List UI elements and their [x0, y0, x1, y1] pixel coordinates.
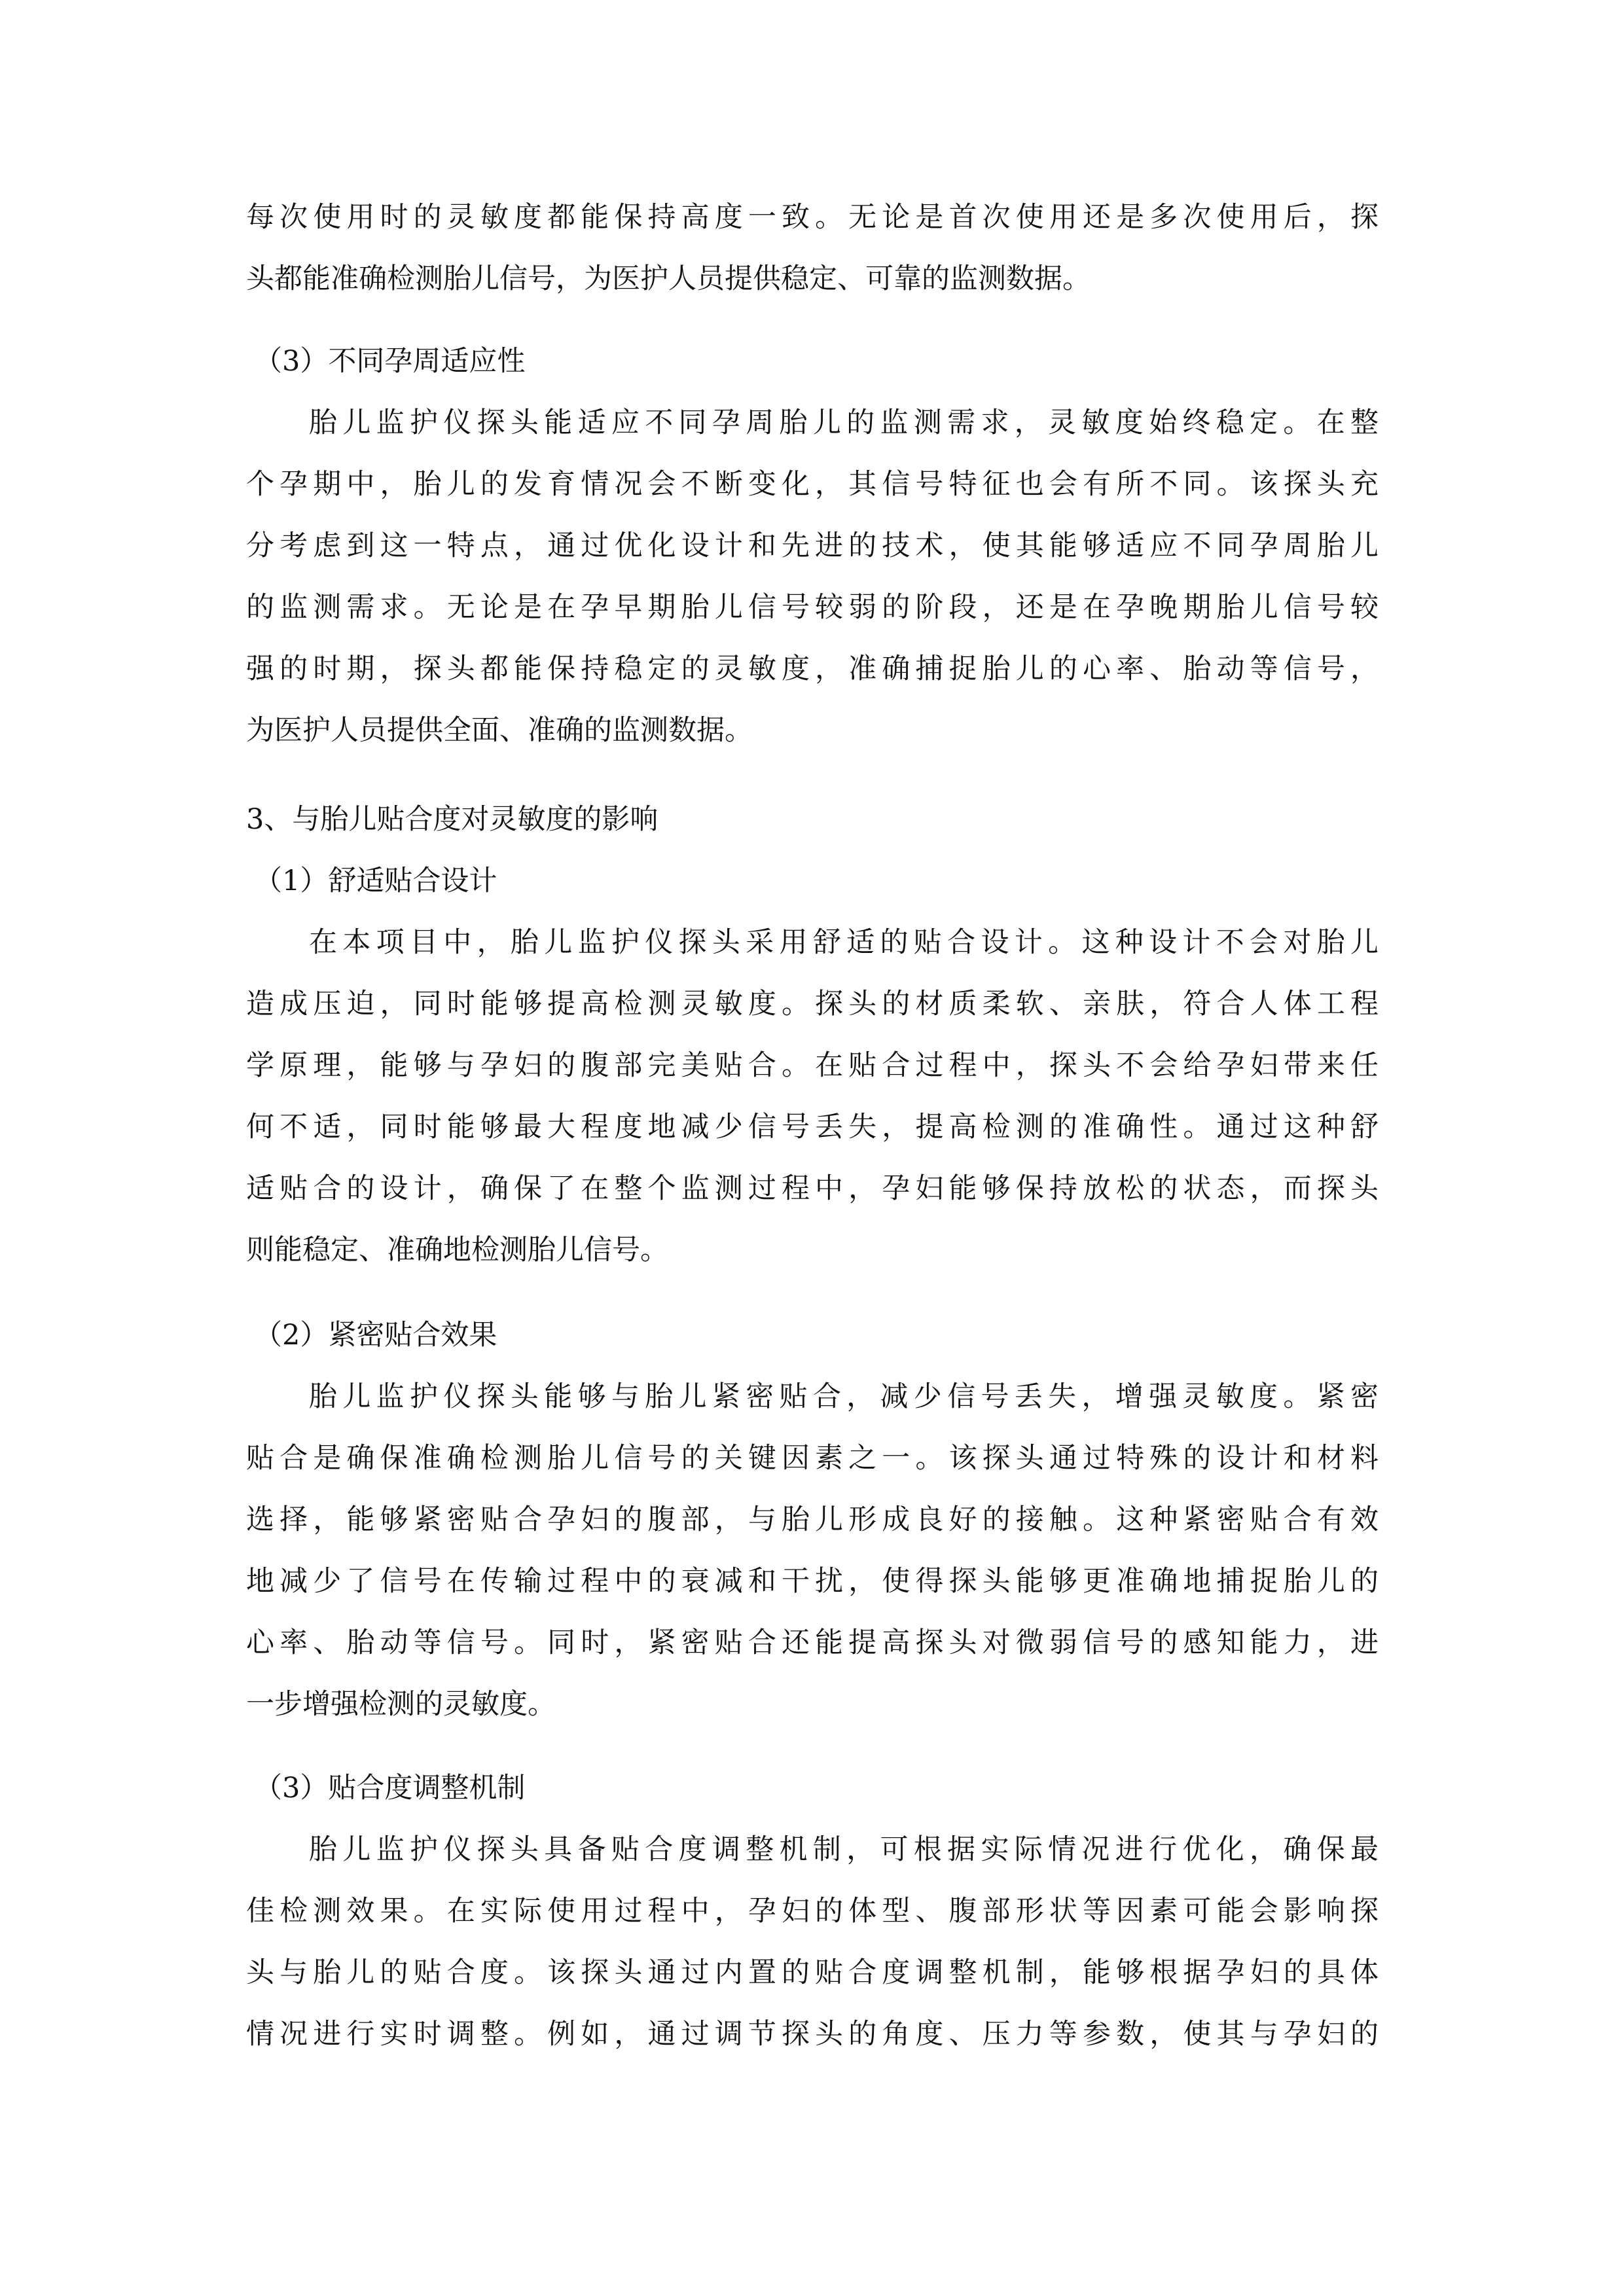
paragraph-line: 在本项目中，胎儿监护仪探头采用舒适的贴合设计。这种设计不会对胎儿 [309, 926, 1379, 959]
paragraph-line: 为医护人员提供全面、准确的监测数据。 [246, 714, 753, 747]
paragraph-line: 胎儿监护仪探头能够与胎儿紧密贴合，减少信号丢失，增强灵敏度。紧密 [309, 1380, 1379, 1413]
paragraph-line: 地减少了信号在传输过程中的衰减和干扰，使得探头能够更准确地捕捉胎儿的 [246, 1565, 1379, 1598]
paragraph-line: 分考虑到这一特点，通过优化设计和先进的技术，使其能够适应不同孕周胎儿 [246, 529, 1379, 562]
paragraph-line: 胎儿监护仪探头能适应不同孕周胎儿的监测需求，灵敏度始终稳定。在整 [309, 406, 1379, 439]
paragraph-line: 适贴合的设计，确保了在整个监测过程中，孕妇能够保持放松的状态，而探头 [246, 1172, 1379, 1205]
paragraph-line: 心率、胎动等信号。同时，紧密贴合还能提高探头对微弱信号的感知能力，进 [246, 1626, 1379, 1659]
paragraph-line: 贴合是确保准确检测胎儿信号的关键因素之一。该探头通过特殊的设计和材料 [246, 1442, 1379, 1475]
section-heading: 3、与胎儿贴合度对灵敏度的影响 [246, 803, 659, 836]
subheading: （3）贴合度调整机制 [254, 1772, 526, 1804]
subheading: （1）舒适贴合设计 [254, 865, 497, 897]
paragraph-line: 何不适，同时能够最大程度地减少信号丢失，提高检测的准确性。通过这种舒 [246, 1111, 1379, 1143]
subheading: （3）不同孕周适应性 [254, 345, 526, 378]
subheading: （2）紧密贴合效果 [254, 1319, 497, 1352]
paragraph-line: 一步增强检测的灵敏度。 [246, 1688, 556, 1721]
paragraph-line: 头与胎儿的贴合度。该探头通过内置的贴合度调整机制，能够根据孕妇的具体 [246, 1956, 1379, 1989]
paragraph-line: 强的时期，探头都能保持稳定的灵敏度，准确捕捉胎儿的心率、胎动等信号， [246, 653, 1379, 685]
paragraph-line: 个孕期中，胎儿的发育情况会不断变化，其信号特征也会有所不同。该探头充 [246, 468, 1379, 501]
paragraph-line: 头都能准确检测胎儿信号，为医护人员提供稳定、可靠的监测数据。 [246, 262, 1091, 295]
paragraph-line: 则能稳定、准确地检测胎儿信号。 [246, 1234, 668, 1266]
paragraph-line: 的监测需求。无论是在孕早期胎儿信号较弱的阶段，还是在孕晚期胎儿信号较 [246, 591, 1379, 624]
paragraph-line: 胎儿监护仪探头具备贴合度调整机制，可根据实际情况进行优化，确保最 [309, 1833, 1379, 1866]
paragraph-line: 选择，能够紧密贴合孕妇的腹部，与胎儿形成良好的接触。这种紧密贴合有效 [246, 1503, 1379, 1536]
paragraph-line: 学原理，能够与孕妇的腹部完美贴合。在贴合过程中，探头不会给孕妇带来任 [246, 1049, 1379, 1082]
paragraph-line: 造成压迫，同时能够提高检测灵敏度。探头的材质柔软、亲肤，符合人体工程 [246, 988, 1379, 1020]
paragraph-line: 情况进行实时调整。例如，通过调节探头的角度、压力等参数，使其与孕妇的 [246, 2018, 1379, 2051]
paragraph-line: 每次使用时的灵敏度都能保持高度一致。无论是首次使用还是多次使用后，探 [246, 201, 1379, 234]
paragraph-line: 佳检测效果。在实际使用过程中，孕妇的体型、腹部形状等因素可能会影响探 [246, 1895, 1379, 1928]
